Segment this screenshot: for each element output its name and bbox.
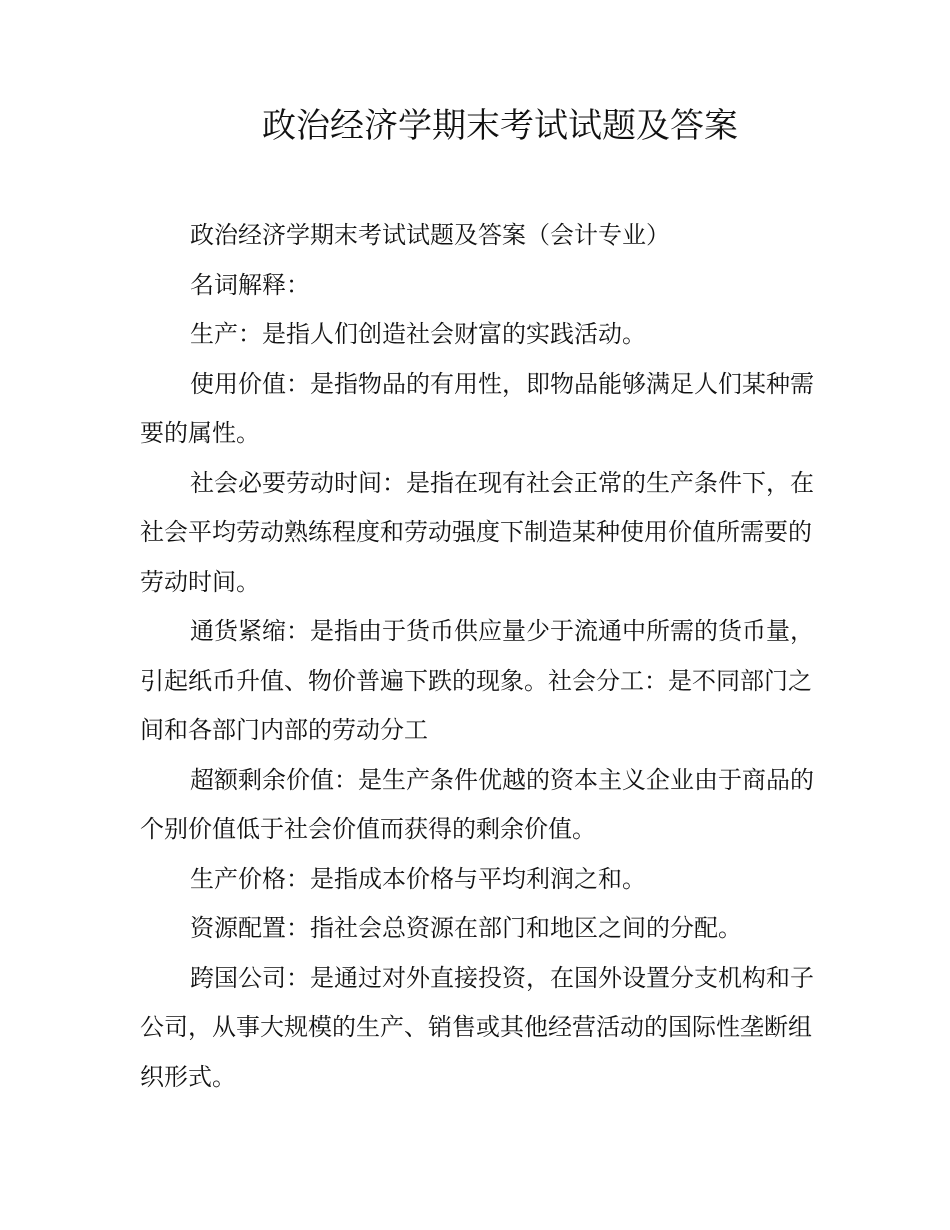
- paragraph-definition: 通货紧缩：是指由于货币供应量少于流通中所需的货币量，引起纸币升值、物价普遍下跌的现象。社会分工：是不同部门之间和各部门内部的劳动分工: [140, 617, 814, 744]
- paragraph-definition: 使用价值：是指物品的有用性，即物品能够满足人们某种需要的属性。: [140, 369, 814, 447]
- paragraph-section-label: 名词解释：: [190, 270, 310, 299]
- paragraph-definition: 超额剩余价值：是生产条件优越的资本主义企业由于商品的个别价值低于社会价值而获得的剩余价值。: [140, 765, 814, 843]
- paragraph-definition: 生产价格：是指成本价格与平均利润之和。: [190, 864, 646, 893]
- paragraph-heading: 政治经济学期末考试试题及答案（会计专业）: [190, 221, 670, 249]
- paragraph-definition: 生产：是指人们创造社会财富的实践活动。: [190, 320, 646, 348]
- document-body: [140, 211, 820, 1102]
- paragraph-definition: 社会必要劳动时间：是指在现有社会正常的生产条件下，在社会平均劳动熟练程度和劳动强度下制造某种使用价值所需要的劳动时间。: [140, 468, 814, 596]
- document-title: 政治经济学期末考试试题及答案: [262, 106, 738, 146]
- paragraph-definition: 跨国公司：是通过对外直接投资，在国外设置分支机构和子公司，从事大规模的生产、销售或其他经营活动的国际性垄断组织形式。: [140, 963, 814, 1091]
- paragraph-definition: 资源配置：指社会总资源在部门和地区之间的分配。: [190, 914, 742, 942]
